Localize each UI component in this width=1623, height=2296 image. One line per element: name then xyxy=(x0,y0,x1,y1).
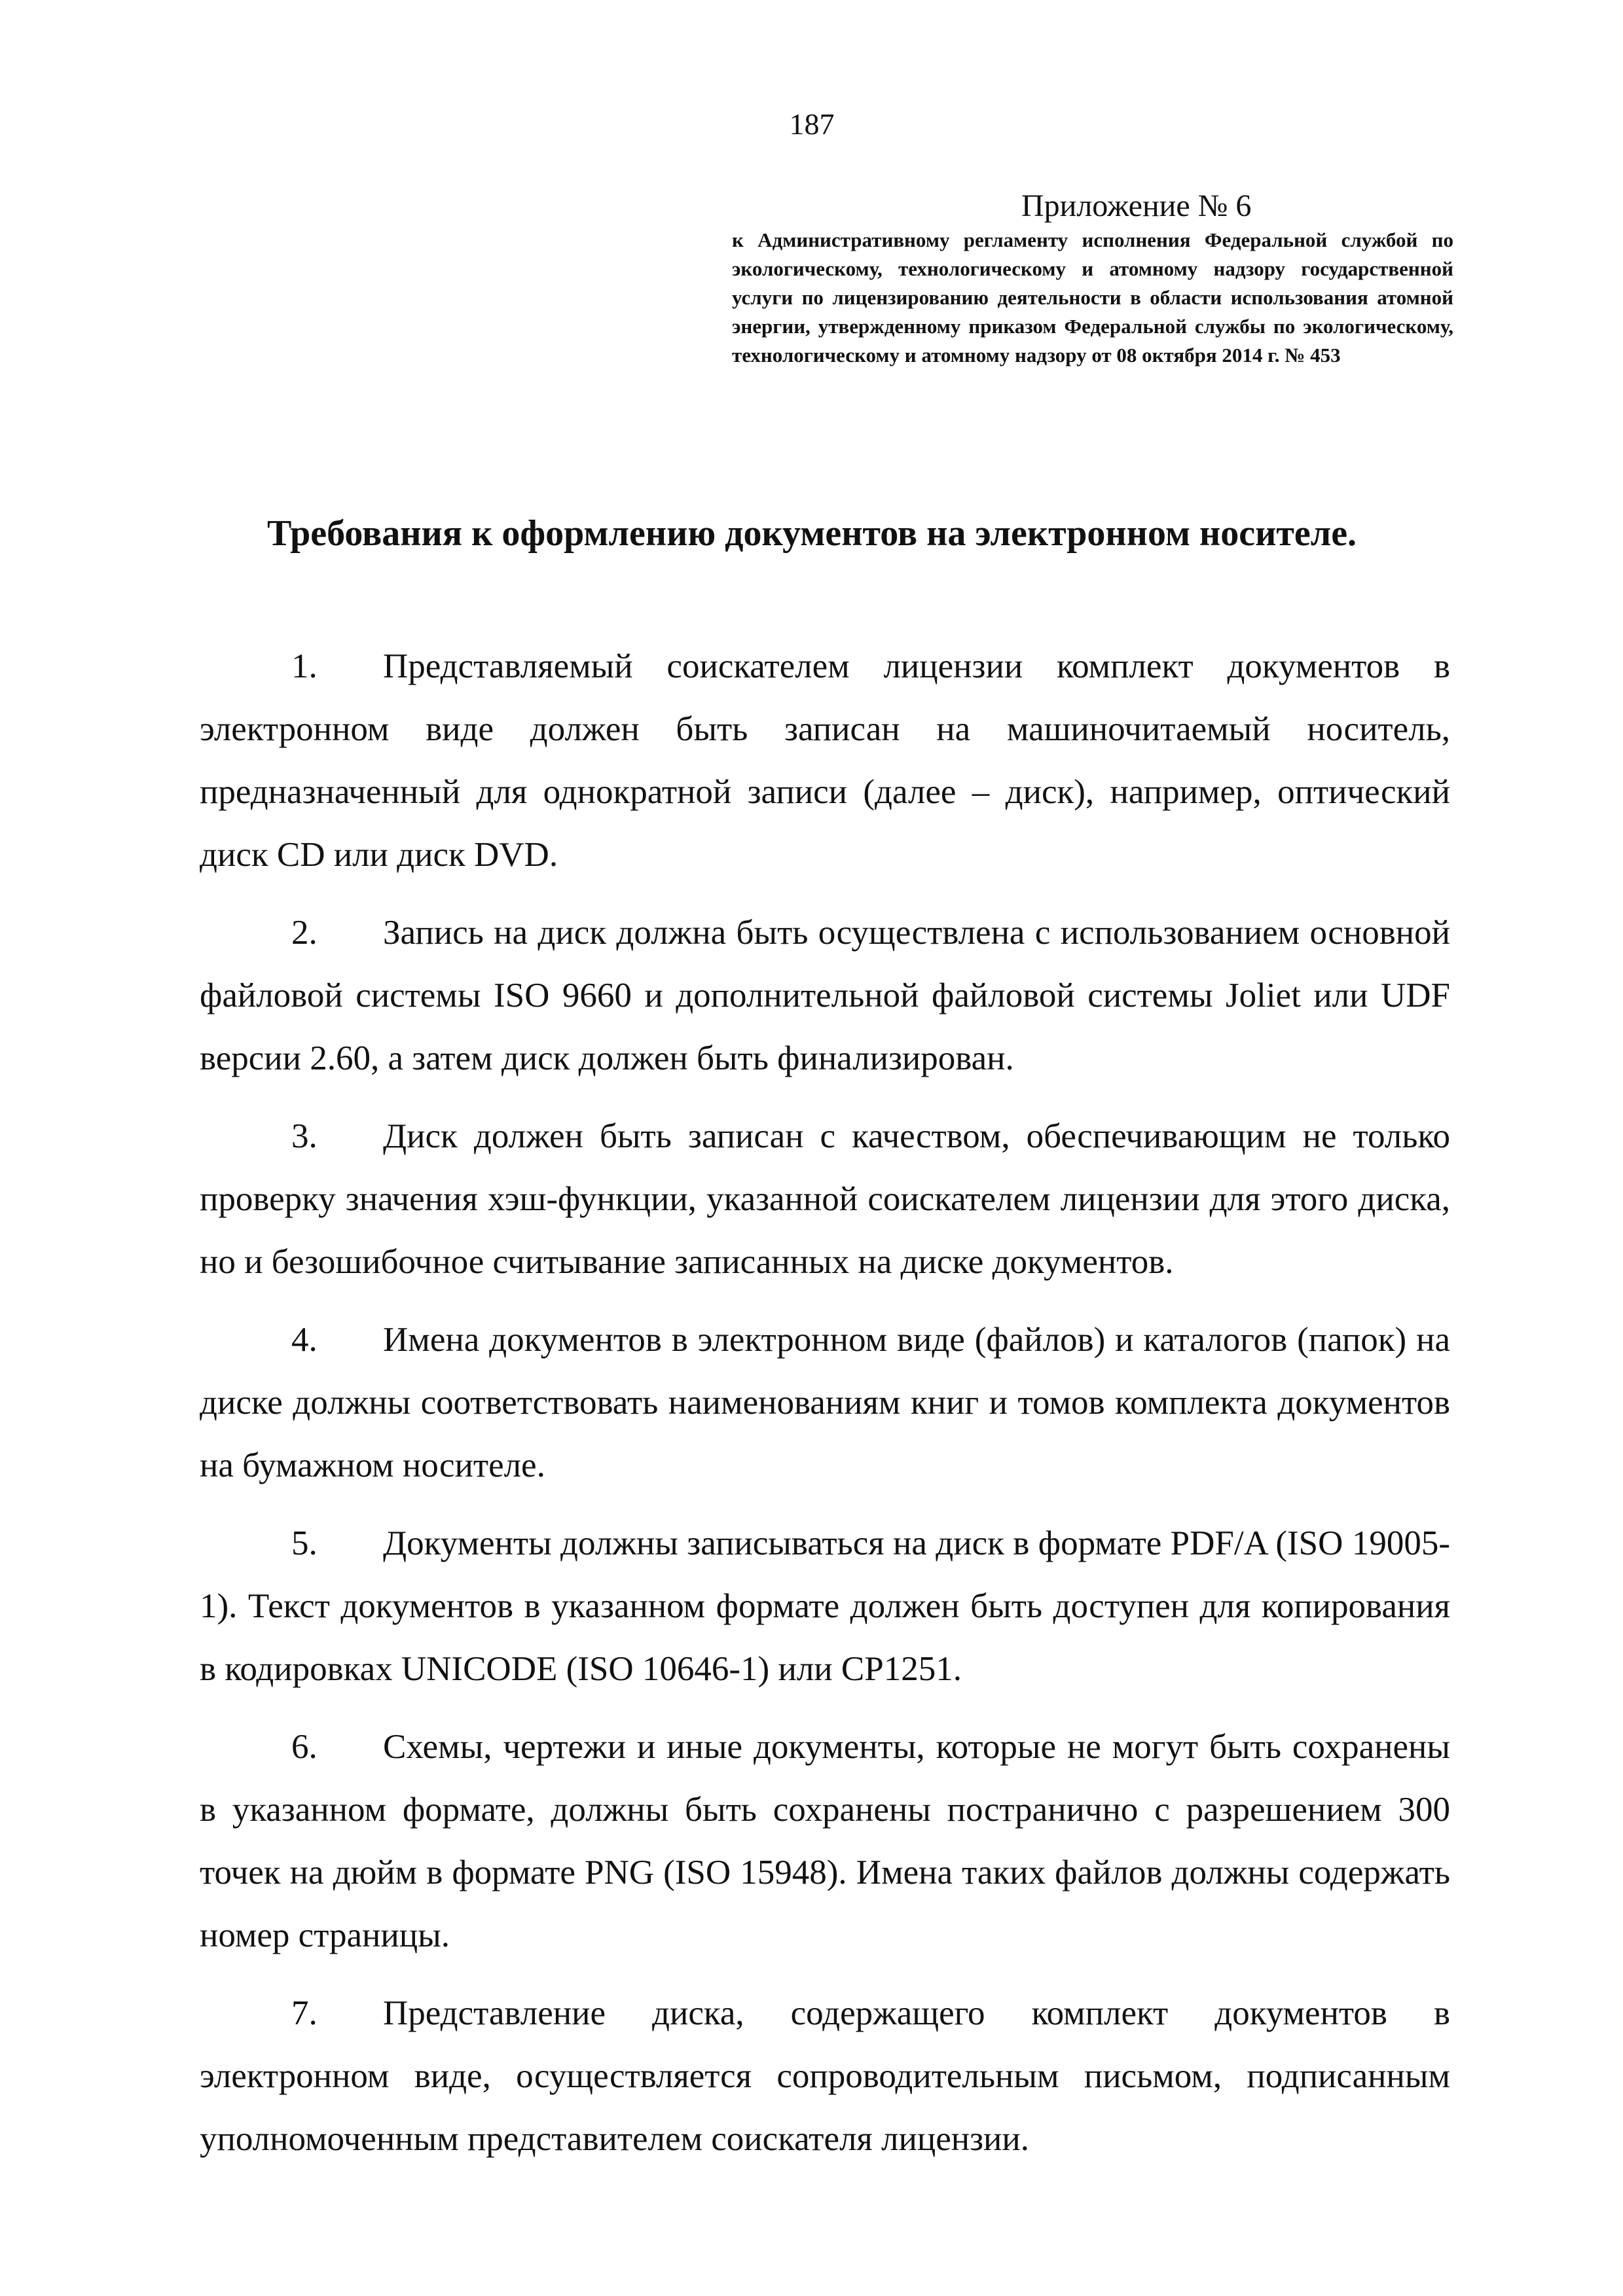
requirement-item-3 xyxy=(200,1105,1450,1293)
item-number: 4. xyxy=(291,1321,318,1359)
requirement-item-5 xyxy=(200,1512,1450,1700)
item-number: 5. xyxy=(291,1524,318,1562)
requirements-list xyxy=(200,635,1450,2185)
item-text: Документы должны записываться на диск в формате PDF/A (ISO 19005-1). Текст документов в указанном формате должен быть доступен для копирования в кодировках UNICODE (ISO 10646-1) или CP1251. xyxy=(200,1524,1450,1688)
item-text: Имена документов в электронном виде (файлов) и каталогов (папок) на диске должны соответствовать наименованиям книг и томов комплекта документов на бумажном носителе. xyxy=(200,1321,1450,1484)
item-number: 1. xyxy=(291,647,318,685)
item-text: Представление диска, содержащего комплект документов в электронном виде, осуществляется сопроводительным письмом, подписанным уполномоченным представителем соискателя лицензии. xyxy=(200,1994,1450,2158)
item-text: Диск должен быть записан с качеством, обеспечивающим не только проверку значения хэш-функции, указанной соискателем лицензии для этого диска, но и безошибочное считывание записанных на диске документов. xyxy=(200,1117,1450,1281)
item-text: Запись на диск должна быть осуществлена с использованием основной файловой системы ISO 9660 и дополнительной файловой системы Joliet или UDF версии 2.60, а затем диск должен быть финализирован. xyxy=(200,914,1450,1077)
requirement-item-7 xyxy=(200,1982,1450,2170)
requirement-item-6 xyxy=(200,1715,1450,1967)
item-number: 3. xyxy=(291,1117,318,1155)
requirement-item-4 xyxy=(200,1308,1450,1497)
item-number: 6. xyxy=(291,1728,318,1766)
item-text: Представляемый соискателем лицензии комплект документов в электронном виде должен быть записан на машиночитаемый носитель, предназначенный для однократной записи (далее – диск), например, оптический диск CD или диск DVD. xyxy=(200,647,1450,874)
document-title: Требования к оформлению документов на электронном носителе. xyxy=(266,513,1357,554)
item-text: Схемы, чертежи и иные документы, которые не могут быть сохранены в указанном формате, должны быть сохранены постранично с разрешением 300 точек на дюйм в формате PNG (ISO 15948). Имена таких файлов должны содержать номер страницы. xyxy=(200,1728,1450,1954)
annex-subtitle: к Административному регламенту исполнения Федеральной службой по экологическому, технологическому и атомному надзору государственной услуги по лицензированию деятельности в области использования атомной энергии, утвержденному приказом Федеральной службы по экологическому, технологическому и атомному надзору от 08 октября 2014 г. № 453 xyxy=(732,228,1453,367)
requirement-item-1 xyxy=(200,635,1450,886)
item-number: 2. xyxy=(291,914,318,952)
annex-title: Приложение № 6 xyxy=(1021,188,1252,223)
item-number: 7. xyxy=(291,1994,318,2032)
requirement-item-2 xyxy=(200,901,1450,1090)
page-number: 187 xyxy=(789,107,835,141)
